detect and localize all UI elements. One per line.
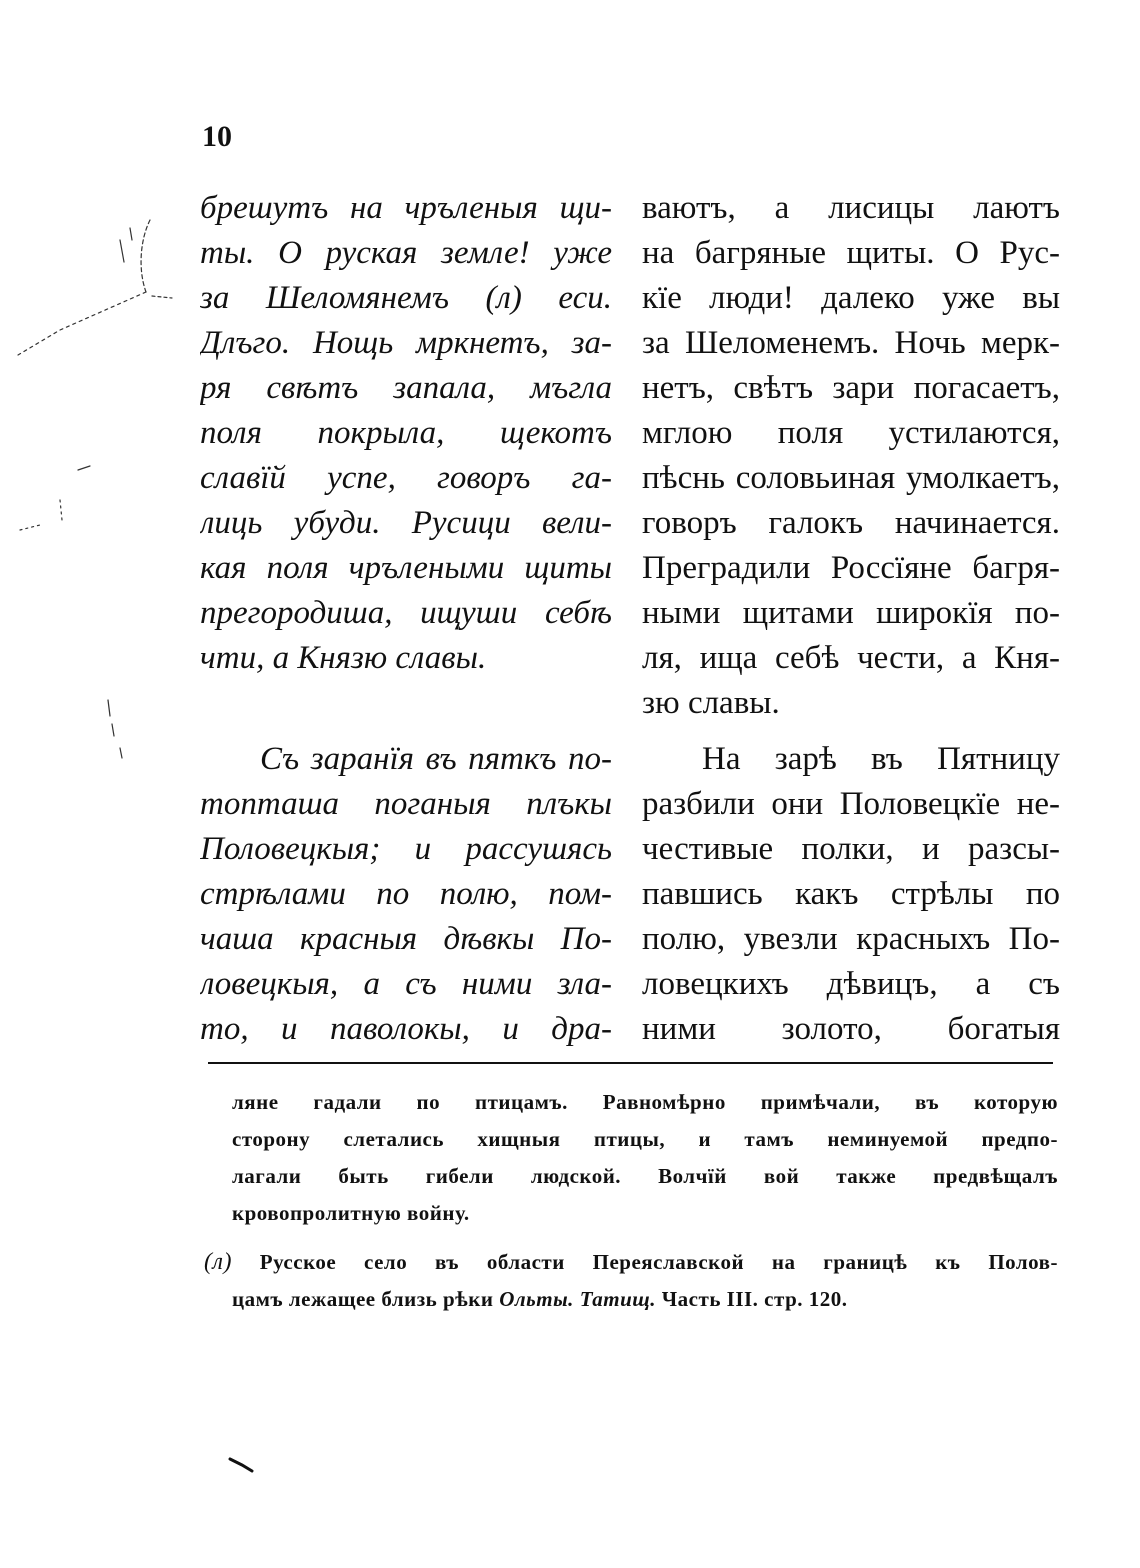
footnote-marker: (л) <box>204 1249 232 1275</box>
right-line: ваютъ, а лисицы лаютъ <box>642 190 1060 226</box>
left-line: поля покрыла, щекотъ <box>200 415 612 451</box>
right-column-translation <box>642 186 1060 1052</box>
right-line: говоръ галокъ начинается. <box>642 505 1060 541</box>
left-line: лиць убуди. Русици вели- <box>200 505 612 541</box>
footnote-text: Русское село въ области Переяславской на границѣ къ Полов- <box>259 1250 1058 1274</box>
left-line: прегородиша, ищуши себѣ <box>200 595 612 631</box>
right-line: ля, ища себѣ чести, а Кня- <box>642 640 1060 676</box>
left-line: славїй успе, говоръ га- <box>200 460 612 496</box>
right-line: разбили они Половецкїе не- <box>642 786 1060 822</box>
right-paragraph-1 <box>642 186 1060 726</box>
footnote-line: ляне гадали по птицамъ. Равномѣрно примѣчали, въ которую <box>232 1090 1058 1114</box>
right-line: зю славы. <box>642 685 780 721</box>
footnote-continued <box>232 1084 1058 1232</box>
footnote-text: Часть III. стр. 120. <box>656 1287 848 1311</box>
footnote-line: лагали быть гибели людской. Волчїй вой также предвѣщалъ <box>232 1164 1058 1188</box>
right-line: ними золото, богатыя <box>642 1011 1060 1047</box>
footnote-line <box>204 1244 1058 1281</box>
margin-pencil-marks <box>0 180 200 800</box>
footnote-l <box>204 1244 1058 1318</box>
right-line: мглою поля устилаются, <box>642 415 1060 451</box>
right-line: нетъ, свѣтъ зари погасаетъ, <box>642 370 1060 406</box>
left-line: стрѣлами по полю, пом- <box>200 876 612 912</box>
left-line: чаша красныя дѣвкы По- <box>200 921 612 957</box>
left-line: Длъго. Нощь мркнетъ, за- <box>200 325 612 361</box>
river-name: Ольты. <box>499 1287 574 1311</box>
footnote-text: цамъ лежащее близь рѣки <box>232 1287 500 1311</box>
left-line: Половецкыя; и рассушясь <box>200 831 612 867</box>
right-line: честивые полки, и разсы- <box>642 831 1060 867</box>
bottom-ink-mark <box>228 1455 258 1475</box>
left-line: Съ заранїя въ пяткъ по- <box>260 741 612 777</box>
footnote-line: кровопролитную войну. <box>232 1201 470 1225</box>
footnote-line: сторону слетались хищныя птицы, и тамъ неминуемой предпо- <box>232 1127 1058 1151</box>
left-line: ты. О руская земле! уже <box>200 235 612 271</box>
right-line: кїе люди! далеко уже вы <box>642 280 1060 316</box>
left-line: ря свѣтъ запала, мъгла <box>200 370 612 406</box>
right-line: ловецкихъ дѣвицъ, а съ <box>642 966 1060 1002</box>
right-line: за Шеломенемъ. Ночь мерк- <box>642 325 1060 361</box>
footnote-line <box>232 1281 1058 1318</box>
left-line: за Шеломянемъ (л) еси. <box>200 280 612 316</box>
right-line: На зарѣ въ Пятницу <box>702 741 1060 777</box>
source-citation: Татищ. <box>579 1287 657 1311</box>
footnote-divider <box>208 1062 1053 1064</box>
right-line: павшись какъ стрѣлы по <box>642 876 1060 912</box>
left-line: ловецкыя, а съ ними зла- <box>200 966 612 1002</box>
left-paragraph-1 <box>200 186 612 681</box>
left-line: чти, а Князю славы. <box>200 640 487 676</box>
footnotes <box>204 1084 1058 1318</box>
left-column-old-text <box>200 186 612 1052</box>
left-line: топташа поганыя плъкы <box>200 786 612 822</box>
left-line: брешутъ на чръленыя щи- <box>200 190 612 226</box>
page-number: 10 <box>202 120 232 153</box>
right-line: на багряные щиты. О Рус- <box>642 235 1060 271</box>
right-line: пѣснь соловьиная умолкаетъ, <box>642 460 1060 496</box>
right-line: Преградили Россїяне багря- <box>642 550 1060 586</box>
left-paragraph-2 <box>200 737 612 1052</box>
left-line: кая поля чрълеными щиты <box>200 550 612 586</box>
right-line: полю, увезли красныхъ По- <box>642 921 1060 957</box>
right-paragraph-2 <box>642 737 1060 1052</box>
right-line: ными щитами широкїя по- <box>642 595 1060 631</box>
left-line: то, и паволокы, и дра- <box>200 1011 612 1047</box>
